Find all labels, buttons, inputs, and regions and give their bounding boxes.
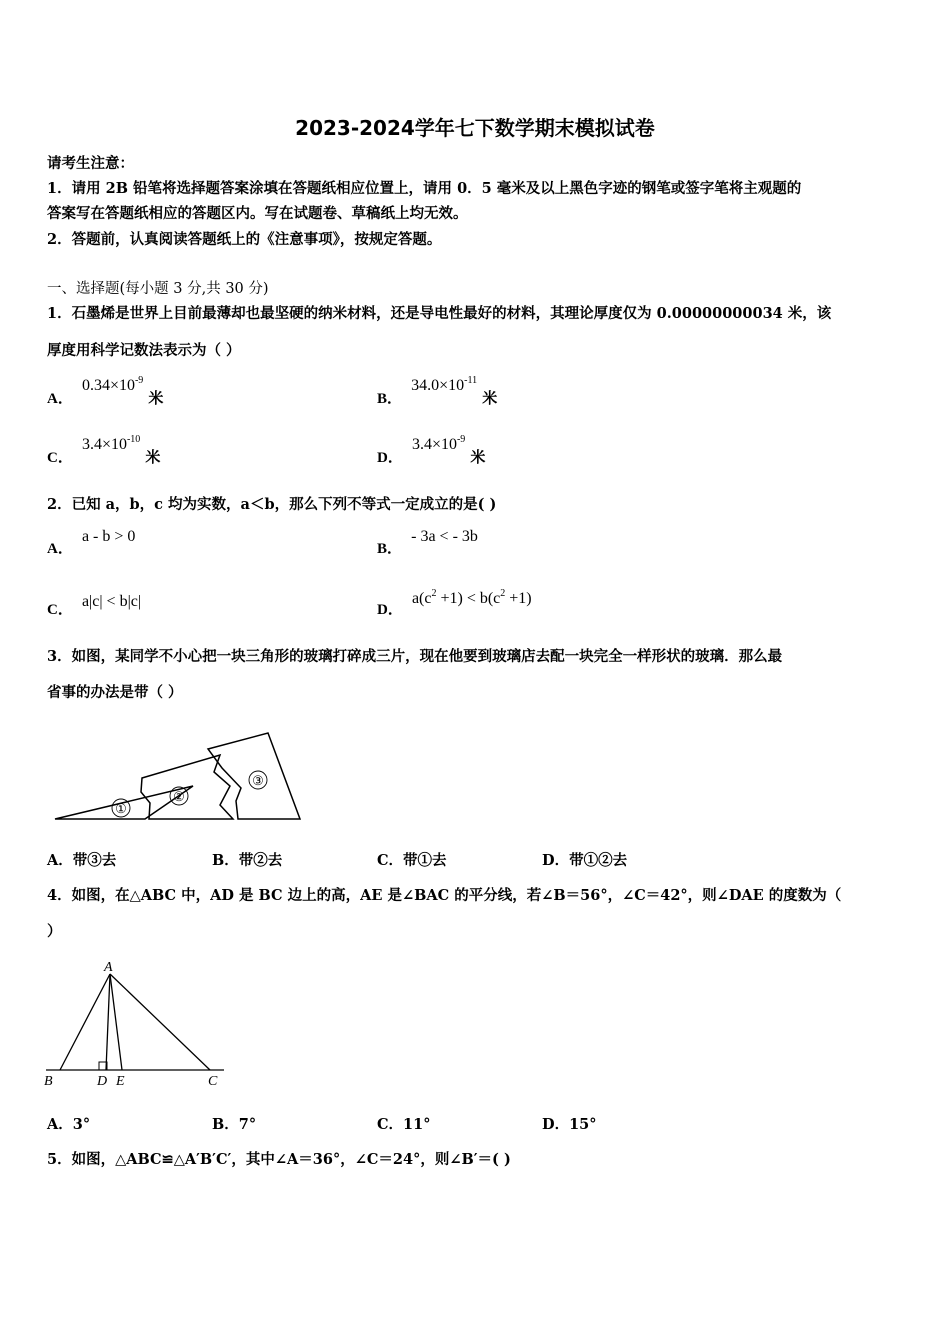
side-ab [60, 974, 110, 1070]
option-label: D． [377, 450, 403, 466]
q1-option-a[interactable] [47, 374, 164, 407]
q4-option-b[interactable]: B．7° [212, 1116, 257, 1133]
q2-text: 2．已知 a，b，c 均为实数，a＜b，那么下列不等式一定成立的是( ) [47, 496, 497, 513]
option-math: $3.4\times 10^{-10}$ [81, 434, 141, 453]
point-d-label: D [97, 1074, 108, 1089]
option-label: C． [47, 450, 73, 466]
piece-3-label: ③ [252, 774, 264, 789]
q4-text-b: ） [47, 923, 62, 940]
q1-option-d[interactable] [377, 433, 486, 466]
option-unit: 米 [470, 448, 486, 466]
option-label: B． [377, 391, 403, 407]
q1-text-b: 厚度用科学记数法表示为（ ） [47, 342, 241, 359]
piece-2-label: ② [173, 790, 185, 805]
q1-text-a: 1．石墨烯是世界上目前最薄却也最坚硬的纳米材料，还是导电性最好的材料，其理论厚度仅为 0.00000000034 米，该 [47, 305, 832, 322]
q3-option-a[interactable]: A．带③去 [47, 852, 117, 869]
option-unit: 米 [145, 448, 161, 466]
notice-line-1: 1．请用 2B 铅笔将选择题答案涂填在答题纸相应位置上，请用 0．5 毫米及以上黑色字迹的钢笔或签字笔将主观题的 [47, 180, 802, 197]
q3-option-b[interactable]: B．带②去 [212, 852, 283, 869]
option-math: - 3a < - 3b [411, 528, 478, 545]
option-label: C． [47, 602, 73, 618]
side-ac [110, 974, 210, 1070]
piece-1-label: ① [115, 802, 127, 817]
notice-line-2: 2．答题前，认真阅读答题纸上的《注意事项》，按规定答题。 [47, 231, 442, 248]
point-b-label: B [44, 1074, 53, 1089]
q4-text-a: 4．如图，在△ABC 中，AD 是 BC 边上的高，AE 是∠BAC 的平分线，若∠B＝56°，∠C＝42°，则∠DAE 的度数为（ [47, 887, 842, 904]
page-title: 2023-2024学年七下数学期末模拟试卷 [295, 116, 655, 140]
option-math: $0.34\times 10^{-9}$ [81, 375, 144, 394]
option-math: $a(c^2 +1) < b(c^2 +1)$ [411, 588, 532, 607]
point-c-label: C [208, 1074, 218, 1089]
option-label: B． [377, 541, 403, 557]
option-math: a - b > 0 [81, 528, 136, 545]
notice-heading: 请考生注意： [47, 155, 134, 172]
q5-text: 5．如图，△ABC≌△A′B′C′，其中∠A＝36°，∠C＝24°，则∠B′＝( ) [47, 1151, 511, 1168]
option-math: a|c| < b|c| [81, 593, 142, 610]
q2-option-b[interactable] [377, 525, 478, 557]
q3-option-d[interactable]: D．带①②去 [542, 852, 628, 869]
point-e-label: E [116, 1074, 125, 1089]
q2-option-d[interactable] [377, 587, 532, 618]
option-label: A． [47, 391, 73, 407]
section-heading: 一、选择题(每小题 3 分,共 30 分) [47, 281, 269, 297]
notice-line-1b: 答案写在答题纸相应的答题区内。写在试题卷、草稿纸上均无效。 [47, 205, 468, 222]
q2-option-a[interactable] [47, 525, 136, 557]
q4-option-d[interactable]: D．15° [542, 1116, 597, 1133]
option-unit: 米 [148, 389, 164, 407]
q1-option-b[interactable] [377, 374, 498, 407]
option-math: $34.0\times 10^{-11}$ [411, 375, 478, 394]
option-math: $3.4\times 10^{-9}$ [411, 434, 466, 453]
option-label: D． [377, 602, 403, 618]
altitude-ad [106, 974, 110, 1070]
q3-option-c[interactable]: C．带①去 [377, 852, 447, 869]
q3-text-b: 省事的办法是带（ ） [47, 684, 183, 701]
bisector-ae [110, 974, 122, 1070]
broken-glass-figure [50, 728, 310, 828]
q3-text-a: 3．如图，某同学不小心把一块三角形的玻璃打碎成三片，现在他要到玻璃店去配一块完全一样形状的玻璃．那么最 [47, 648, 783, 665]
triangle-figure [42, 955, 242, 1090]
q4-option-a[interactable]: A．3° [47, 1116, 91, 1133]
option-label: A． [47, 541, 73, 557]
option-unit: 米 [482, 389, 498, 407]
q2-option-c[interactable] [47, 590, 142, 618]
q4-option-c[interactable]: C．11° [377, 1116, 431, 1133]
point-a-label: A [104, 960, 113, 975]
q1-option-c[interactable] [47, 433, 161, 466]
